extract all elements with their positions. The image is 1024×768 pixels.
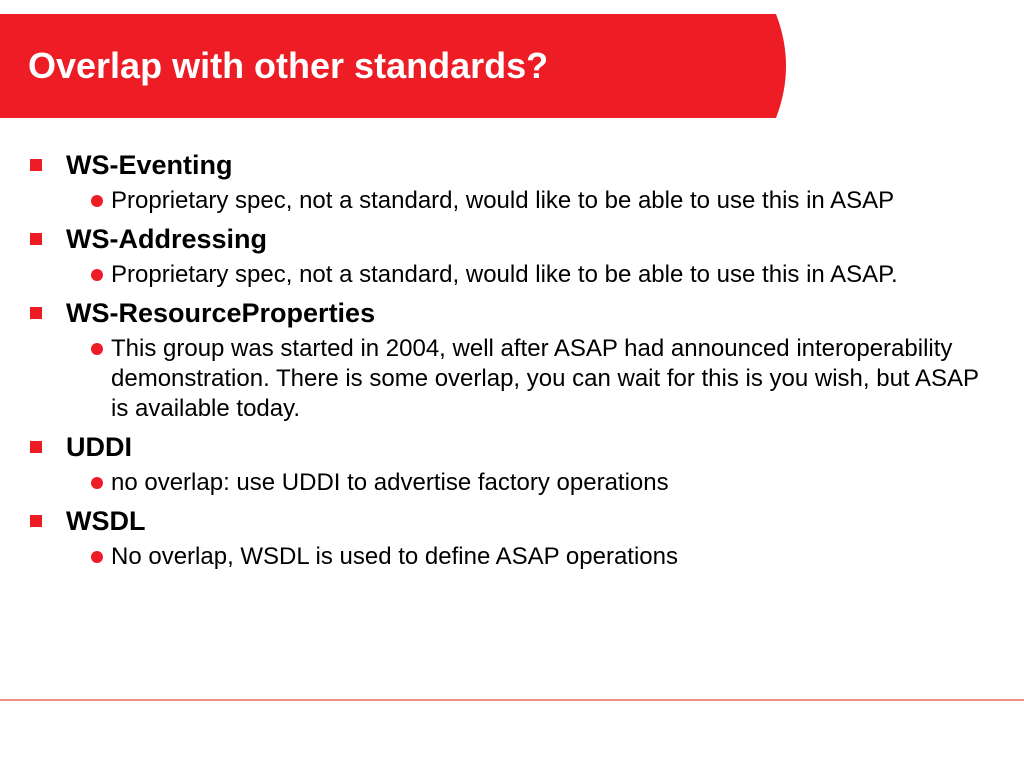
- square-bullet-icon: [30, 441, 42, 453]
- circle-bullet-icon: [91, 551, 103, 563]
- sub-bullet-text: Proprietary spec, not a standard, would like to be able to use this in ASAP: [111, 187, 895, 214]
- slide-title: Overlap with other standards?: [28, 45, 549, 86]
- sub-bullet-item: [66, 260, 990, 290]
- circle-bullet-icon: [91, 343, 103, 355]
- footer-divider: [0, 699, 1024, 701]
- sub-bullet-text: This group was started in 2004, well after ASAP had announced interoperability demonstration. There is some overlap, you can wait for this is you wish, but ASAP is available today.: [111, 335, 979, 422]
- bullet-heading: UDDI: [66, 432, 132, 462]
- circle-bullet-icon: [91, 477, 103, 489]
- bullet-list: [30, 148, 990, 572]
- bullet-item-ws-addressing: [30, 222, 990, 290]
- sub-bullet-item: [66, 186, 990, 216]
- sub-bullet-list: [66, 468, 990, 498]
- sub-bullet-item: [66, 468, 990, 498]
- sub-bullet-item: [66, 542, 990, 572]
- square-bullet-icon: [30, 233, 42, 245]
- sub-bullet-text: No overlap, WSDL is used to define ASAP operations: [111, 543, 678, 570]
- sub-bullet-text: Proprietary spec, not a standard, would like to be able to use this in ASAP.: [111, 261, 898, 288]
- bullet-heading: WS-Eventing: [66, 150, 233, 180]
- bullet-heading: WS-Addressing: [66, 224, 268, 254]
- sub-bullet-item: [66, 334, 990, 424]
- bullet-item-uddi: [30, 430, 990, 498]
- bullet-item-ws-eventing: [30, 148, 990, 216]
- sub-bullet-list: [66, 260, 990, 290]
- sub-bullet-text: no overlap: use UDDI to advertise factory operations: [111, 469, 669, 496]
- bullet-item-ws-resourceproperties: [30, 296, 990, 424]
- square-bullet-icon: [30, 159, 42, 171]
- circle-bullet-icon: [91, 269, 103, 281]
- sub-bullet-list: [66, 334, 990, 424]
- title-band: [0, 14, 796, 118]
- square-bullet-icon: [30, 307, 42, 319]
- bullet-heading: WSDL: [66, 506, 146, 536]
- slide-content: [30, 148, 990, 578]
- square-bullet-icon: [30, 515, 42, 527]
- bullet-item-wsdl: [30, 504, 990, 572]
- circle-bullet-icon: [91, 195, 103, 207]
- sub-bullet-list: [66, 186, 990, 216]
- sub-bullet-list: [66, 542, 990, 572]
- bullet-heading: WS-ResourceProperties: [66, 298, 376, 328]
